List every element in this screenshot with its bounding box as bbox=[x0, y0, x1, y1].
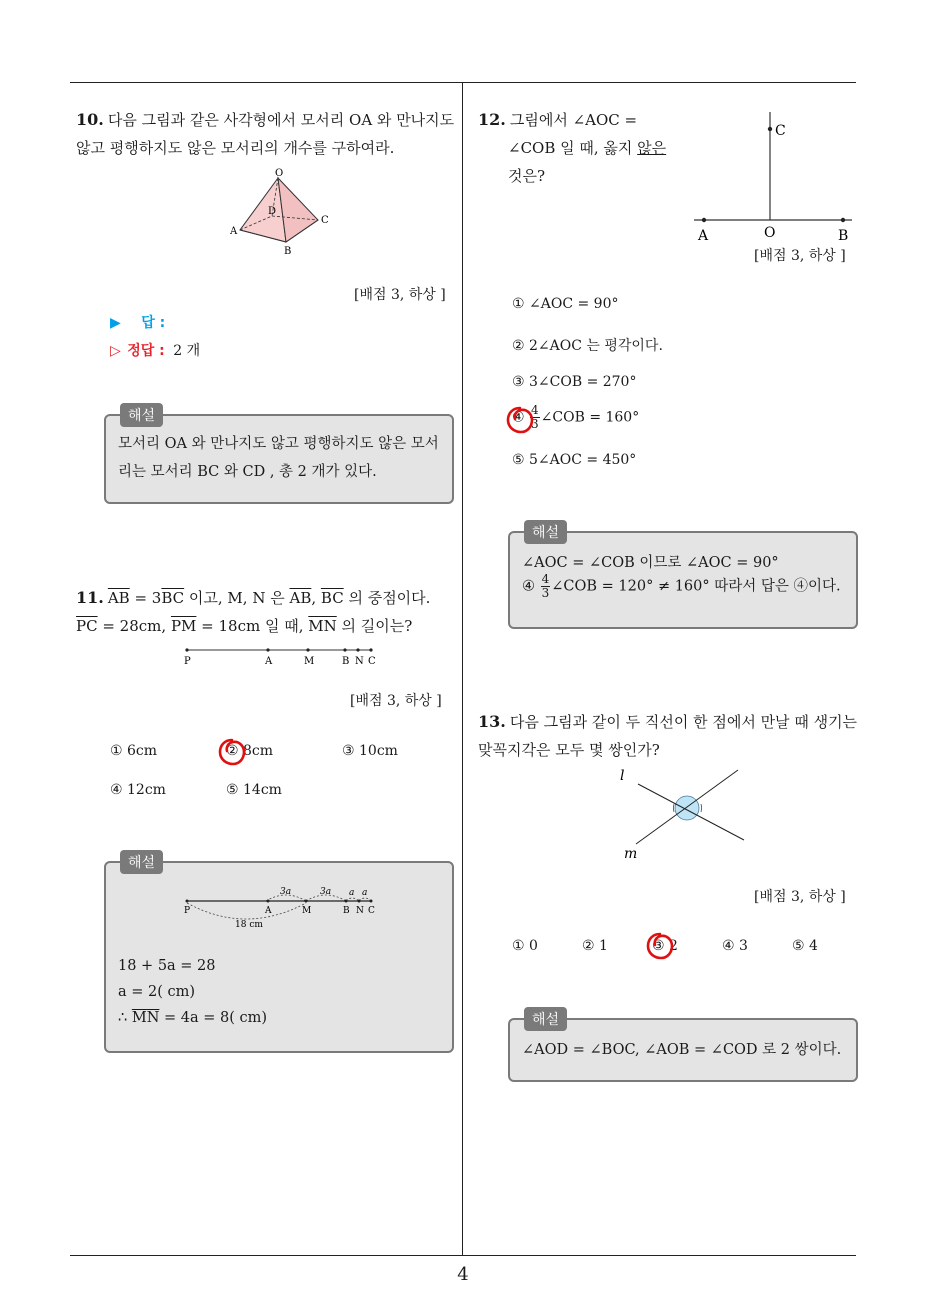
q10-correct-value: 2 개 bbox=[173, 343, 201, 359]
q10-pyramid-figure bbox=[226, 166, 336, 260]
q11-expl-last: = 4a = 8( cm) bbox=[159, 1010, 268, 1026]
q11-expl-3a-1: 3a bbox=[280, 887, 292, 897]
q13-answer-mark-icon bbox=[644, 930, 676, 962]
q12-opt4-numerator: 4 bbox=[531, 403, 539, 417]
q13-option-3[interactable]: ③ 2 bbox=[652, 938, 678, 954]
q10-explanation-tag: 해설 bbox=[120, 403, 163, 427]
column-divider bbox=[462, 82, 463, 1256]
q13-number: 13. bbox=[478, 712, 506, 731]
q11-expl-line-1: 18 + 5a = 28 bbox=[118, 958, 216, 974]
q11-answer-mark-icon bbox=[216, 736, 248, 768]
q11-expl-18cm: 18 cm bbox=[235, 920, 263, 930]
q11-explanation-tag: 해설 bbox=[120, 850, 163, 874]
q12-meta: [배점 3, 하상 ] bbox=[754, 248, 846, 264]
q11-seg-pc: $\overline{PC}$ bbox=[76, 617, 98, 635]
q11-explanation-box bbox=[104, 855, 454, 1053]
q11-expl-point-n: N bbox=[356, 906, 364, 916]
q11-expl-a-2: a bbox=[362, 888, 368, 898]
q13-intersecting-lines-figure bbox=[616, 764, 752, 860]
q12-label-o: O bbox=[764, 225, 776, 241]
q11-eq1: = 3 bbox=[129, 589, 162, 607]
q11-option-5[interactable]: ⑤ 14cm bbox=[226, 782, 282, 798]
q12-text-1: 그림에서 ∠AOC = bbox=[509, 111, 638, 129]
q10-explanation-box bbox=[104, 408, 454, 504]
q11-eq3: = 18cm 일 때, bbox=[196, 617, 309, 635]
q10-label-o: O bbox=[275, 168, 284, 179]
q11-seg-bc2: $\overline{BC}$ bbox=[320, 589, 344, 607]
q12-expl-line-1: ∠AOC = ∠COB 이므로 ∠AOC = 90° bbox=[522, 555, 779, 571]
q12-option-1[interactable]: ① ∠AOC = 90° bbox=[512, 296, 619, 312]
q11-comma: , bbox=[311, 589, 321, 607]
page-number: 4 bbox=[457, 1264, 469, 1285]
q12-expl-post: ∠COB = 120° ≠ 160° 따라서 답은 ④이다. bbox=[551, 578, 841, 595]
q13-option-1[interactable]: ① 0 bbox=[512, 938, 538, 954]
q12-label-a: A bbox=[698, 228, 709, 244]
q11-line-figure bbox=[180, 644, 380, 668]
q12-explanation-tag: 해설 bbox=[524, 520, 567, 544]
q11-point-c: C bbox=[368, 656, 376, 667]
therefore-symbol: ∴ bbox=[118, 1010, 132, 1026]
q11-question bbox=[76, 584, 458, 640]
q10-explanation-text: 모서리 OA 와 만나지도 않고 평행하지도 않은 모서리는 모서리 BC 와 CD , 총 2 개가 있다. bbox=[118, 436, 439, 480]
q12-question bbox=[478, 106, 678, 190]
q11-expl-point-a: A bbox=[265, 906, 272, 916]
q13-question bbox=[478, 708, 862, 764]
q13-explanation-box bbox=[508, 1012, 858, 1082]
q12-angle-figure bbox=[690, 110, 856, 244]
q11-expl-point-m: M bbox=[302, 906, 312, 916]
q11-seg-pm: $\overline{PM}$ bbox=[170, 617, 197, 635]
q11-point-m: M bbox=[304, 656, 315, 667]
q11-seg-ab2: $\overline{AB}$ bbox=[289, 589, 312, 607]
q12-opt4-num: ④ bbox=[512, 409, 525, 426]
q12-answer-mark-icon bbox=[504, 404, 536, 436]
q11-explanation-figure bbox=[180, 885, 380, 933]
q11-expl-point-p: P bbox=[184, 906, 191, 916]
outline-play-icon: ▷ bbox=[110, 343, 121, 359]
play-icon: ▶ bbox=[110, 315, 121, 331]
q13-option-4[interactable]: ④ 3 bbox=[722, 938, 748, 954]
q10-number: 10. bbox=[76, 110, 104, 129]
q11-expl-point-c: C bbox=[368, 906, 375, 916]
q11-point-b: B bbox=[342, 656, 350, 667]
q13-option-5[interactable]: ⑤ 4 bbox=[792, 938, 818, 954]
q11-expl-seg-mn: $\overline{MN}$ bbox=[131, 1010, 160, 1026]
q12-number: 12. bbox=[478, 110, 506, 129]
q11-end2: 의 길이는? bbox=[336, 617, 413, 635]
q11-expl-3a-2: 3a bbox=[320, 887, 332, 897]
q12-opt4-post: ∠COB = 160° bbox=[540, 409, 640, 426]
q13-text: 다음 그림과 같이 두 직선이 한 점에서 만날 때 생기는 맞꼭지각은 모두 몇 쌍인가? bbox=[478, 713, 858, 759]
q11-mid1: 이고, M, N 은 bbox=[184, 589, 290, 607]
q10-label-d: D bbox=[268, 206, 277, 217]
q10-correct-label: 정답 : bbox=[127, 343, 165, 359]
top-rule bbox=[70, 82, 856, 83]
q12-option-5[interactable]: ⑤ 5∠AOC = 450° bbox=[512, 452, 637, 468]
q10-label-c: C bbox=[321, 215, 329, 226]
q12-label-c: C bbox=[775, 123, 786, 139]
q10-answer-label: 답 : bbox=[141, 315, 166, 331]
q12-expl-opt4: ④ bbox=[522, 578, 535, 595]
q13-option-2[interactable]: ② 1 bbox=[582, 938, 608, 954]
q11-point-a: A bbox=[265, 656, 273, 667]
q11-end1: 의 중점이다. bbox=[343, 589, 431, 607]
q12-explanation-box bbox=[508, 525, 858, 629]
q12-expl-denominator: 3 bbox=[541, 586, 550, 600]
q12-option-2[interactable]: ② 2∠AOC 는 평각이다. bbox=[512, 338, 663, 354]
q12-expl-fraction bbox=[541, 573, 551, 600]
q12-expl-line-2 bbox=[522, 573, 841, 600]
q10-correct-row bbox=[110, 340, 200, 360]
q13-explanation-text: ∠AOD = ∠BOC, ∠AOB = ∠COD 로 2 쌍이다. bbox=[522, 1042, 842, 1058]
q11-expl-point-b: B bbox=[343, 906, 350, 916]
q10-label-a: A bbox=[230, 226, 238, 237]
q11-explanation-lines bbox=[118, 953, 267, 1031]
q12-text-2: ∠COB 일 때, 옳지 bbox=[508, 139, 638, 157]
q11-option-2[interactable]: ② 8cm bbox=[226, 743, 274, 759]
q12-expl-numerator: 4 bbox=[541, 572, 550, 586]
q12-opt4-denominator: 3 bbox=[531, 417, 539, 431]
q11-seg-mn: $\overline{MN}$ bbox=[308, 617, 337, 635]
q13-label-m: m bbox=[624, 846, 638, 860]
q12-label-b: B bbox=[838, 228, 849, 244]
q11-option-4[interactable]: ④ 12cm bbox=[110, 782, 166, 798]
q11-expl-line-3 bbox=[118, 1005, 267, 1031]
q11-expl-a-1: a bbox=[349, 888, 355, 898]
q11-point-p: P bbox=[184, 656, 191, 667]
q13-label-l: l bbox=[620, 768, 625, 784]
q12-option-3[interactable]: ③ 3∠COB = 270° bbox=[512, 374, 637, 390]
q11-seg-bc: $\overline{BC}$ bbox=[161, 589, 185, 607]
q10-text: 다음 그림과 같은 사각형에서 모서리 OA 와 만나지도 않고 평행하지도 않은 모서리의 개수를 구하여라. bbox=[76, 111, 455, 157]
q11-expl-line-2: a = 2( cm) bbox=[118, 984, 196, 1000]
q11-option-1[interactable]: ① 6cm bbox=[110, 743, 158, 759]
q11-seg-ab: $\overline{AB}$ bbox=[107, 589, 130, 607]
q12-not-word: 않은 bbox=[637, 139, 667, 157]
q11-option-3[interactable]: ③ 10cm bbox=[342, 743, 398, 759]
q10-answer-row bbox=[110, 312, 165, 332]
bottom-rule bbox=[70, 1255, 856, 1256]
q13-meta: [배점 3, 하상 ] bbox=[754, 889, 846, 905]
q13-explanation-tag: 해설 bbox=[524, 1007, 567, 1031]
q10-question bbox=[76, 106, 458, 162]
q10-label-b: B bbox=[284, 246, 292, 257]
q11-eq2: = 28cm, bbox=[97, 617, 171, 635]
q11-point-n: N bbox=[355, 656, 364, 667]
q10-meta: [배점 3, 하상 ] bbox=[354, 287, 446, 303]
q12-text-3: 것은? bbox=[508, 167, 546, 185]
q11-number: 11. bbox=[76, 588, 104, 607]
q11-meta: [배점 3, 하상 ] bbox=[350, 693, 442, 709]
